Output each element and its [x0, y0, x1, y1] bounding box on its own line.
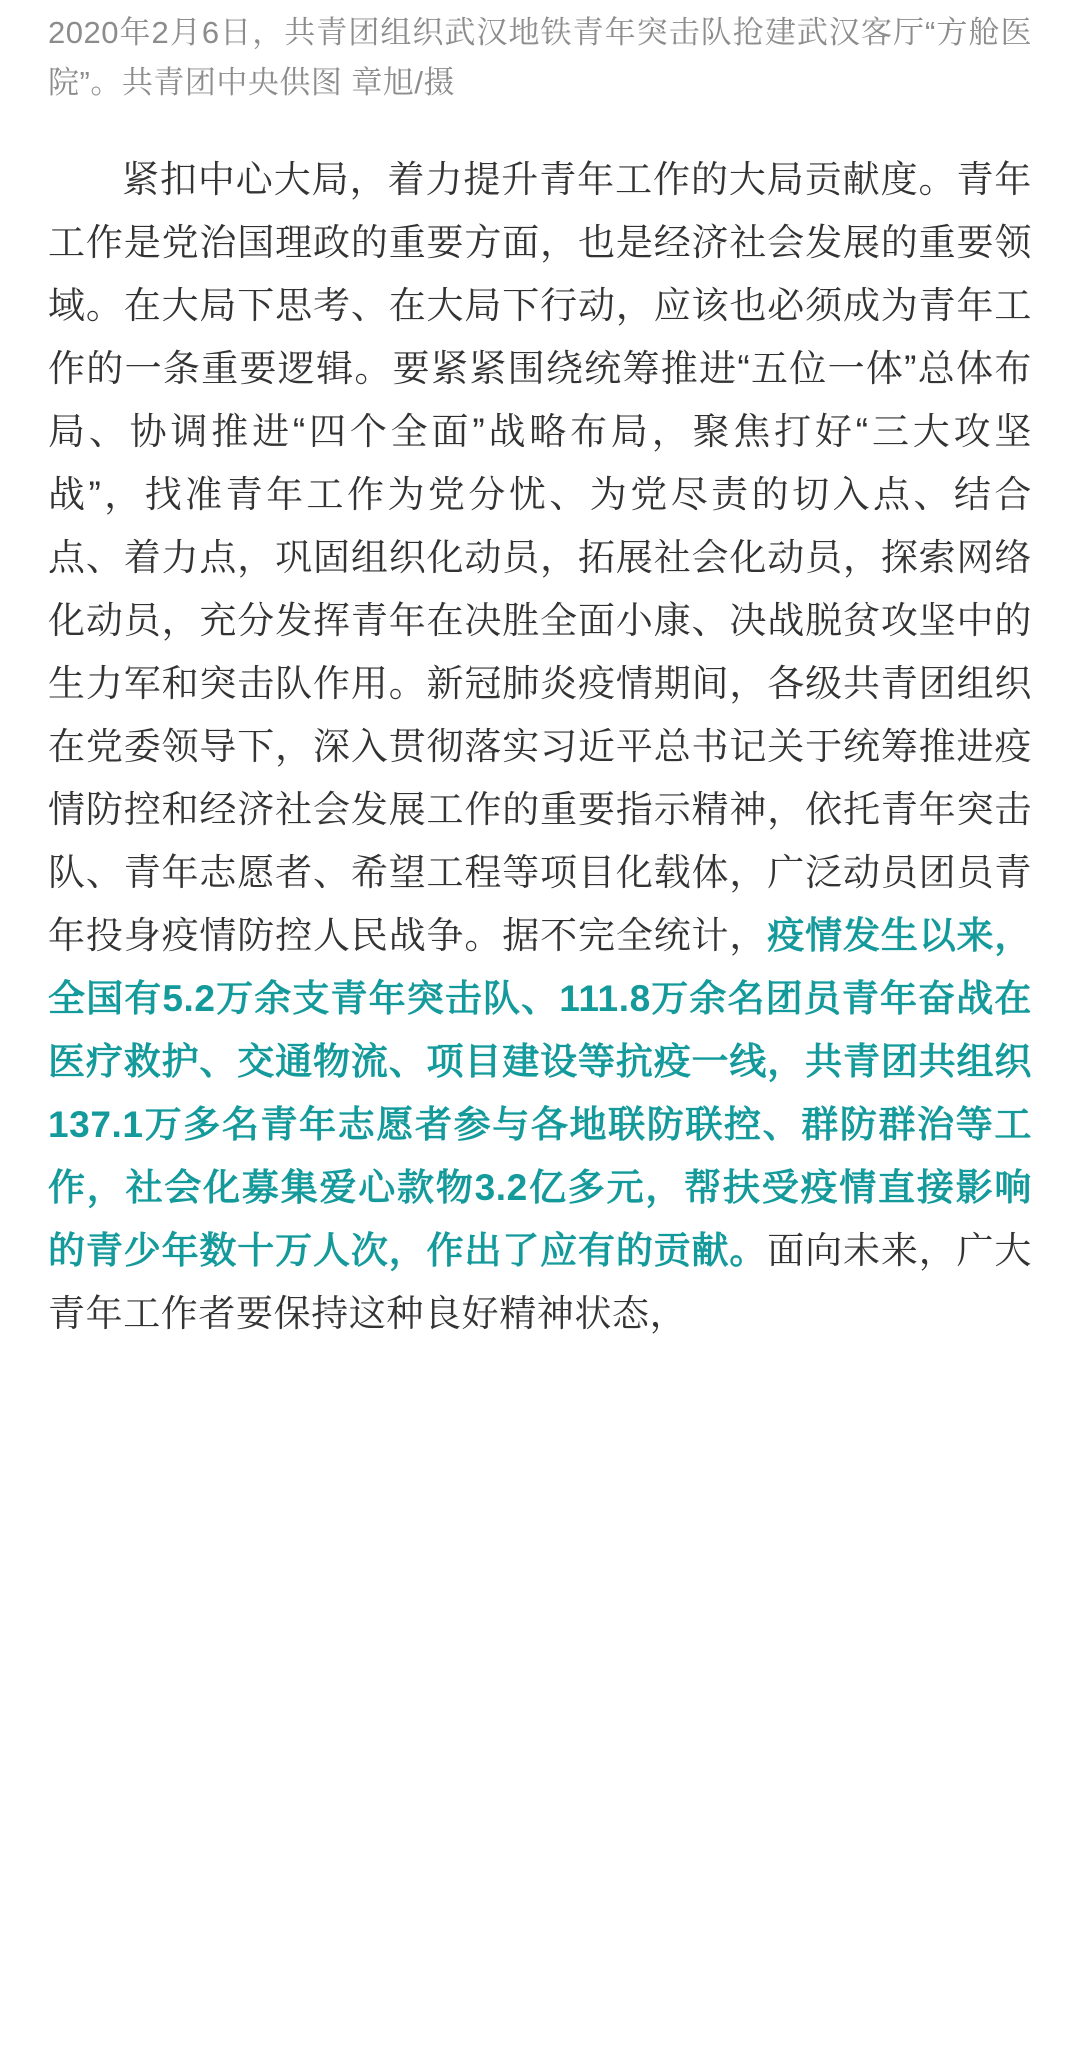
highlighted-statistics: 疫情发生以来，全国有5.2万余支青年突击队、111.8万余名团员青年奋战在医疗救护、交通物流、项目建设等抗疫一线，共青团共组织137.1万多名青年志愿者参与各地联防联控、群防群治等工作，社会化募集爱心款物3.2亿多元，帮扶受疫情直接影响的青少年数十万人次，作出了应有的贡献。 [48, 915, 1032, 1271]
article-body [48, 148, 1032, 1345]
photo-caption: 2020年2月6日，共青团组织武汉地铁青年突击队抢建武汉客厅“方舱医院”。共青团中央供图 章旭/摄 [48, 15, 1032, 100]
paragraph-segment-one: 紧扣中心大局，着力提升青年工作的大局贡献度。青年工作是党治国理政的重要方面，也是经济社会发展的重要领域。在大局下思考、在大局下行动，应该也必须成为青年工作的一条重要逻辑。要紧紧围绕统筹推进“五位一体”总体布局、协调推进“四个全面”战略布局，聚焦打好“三大攻坚战”，找准青年工作为党分忧、为党尽责的切入点、结合点、着力点，巩固组织化动员，拓展社会化动员，探索网络化动员，充分发挥青年在决胜全面小康、决战脱贫攻坚中的生力军和突击队作用。新冠肺炎疫情期间，各级共青团组织在党委领导下，深入贯彻落实习近平总书记关于统筹推进疫情防控和经济社会发展工作的重要指示精神，依托青年突击队、青年志愿者、希望工程等项目化载体，广泛动员团员青年投身疫情防控人民战争。据不完全统计， [48, 159, 1032, 956]
paragraph-segment-two: 面向未来，广大青年工作者要保持这种良好精神状态， [48, 1230, 1032, 1334]
article-paragraph [48, 148, 1032, 1345]
